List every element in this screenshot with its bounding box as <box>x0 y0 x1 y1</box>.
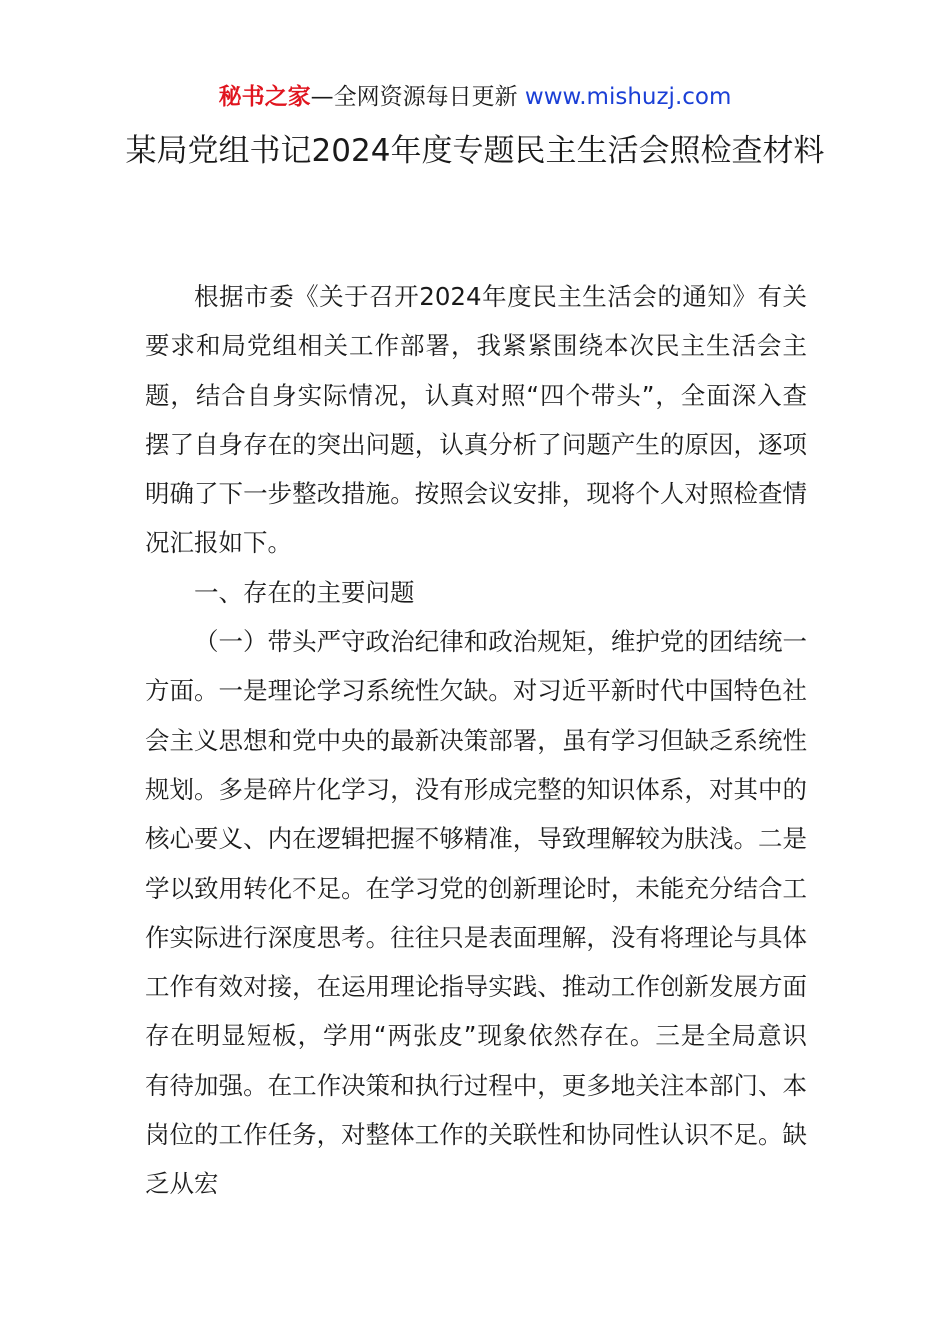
section-heading: 一、存在的主要问题 <box>194 577 415 607</box>
paragraph-section-1: （一）带头严守政治纪律和政治规矩，维护党的团结统一方面。一是理论学习系统性欠缺。对习近平新时代中国特色社会主义思想和党中央的最新决策部署，虽有学习但缺乏系统性规划。多是碎片化学习，没有形成完整的知识体系，对其中的核心要义、内在逻辑把握不够精准，导致理解较为肤浅。二是学以致用转化不足。在学习党的创新理论时，未能充分结合工作实际进行深度思考。往往只是表面理解，没有将理论与具体工作有效对接，在运用理论指导实践、推动工作创新发展方面存在明显短板，学用“两张皮”现象依然存在。三是全局意识有待加强。在工作决策和执行过程中，更多地关注本部门、本岗位的工作任务，对整体工作的关联性和协同性认识不足。缺乏从宏 <box>145 627 807 1199</box>
site-header <box>0 80 950 114</box>
site-url-link[interactable]: www.mishuzj.com <box>524 84 732 110</box>
paragraph-intro: 根据市委《关于召开2024年度民主生活会的通知》有关要求和局党组相关工作部署，我紧紧围绕本次民主生活会主题，结合自身实际情况，认真对照“四个带头”，全面深入查摆了自身存在的突出问题，认真分析了问题产生的原因，逐项明确了下一步整改措施。按照会议安排，现将个人对照检查情况汇报如下。 <box>145 282 807 558</box>
site-brand: 秘书之家 <box>218 84 311 110</box>
document-body <box>145 272 807 1209</box>
document-title: 某局党组书记2024年度专题民主生活会照检查材料 <box>125 133 825 169</box>
site-tagline: —全网资源每日更新 <box>310 84 518 110</box>
